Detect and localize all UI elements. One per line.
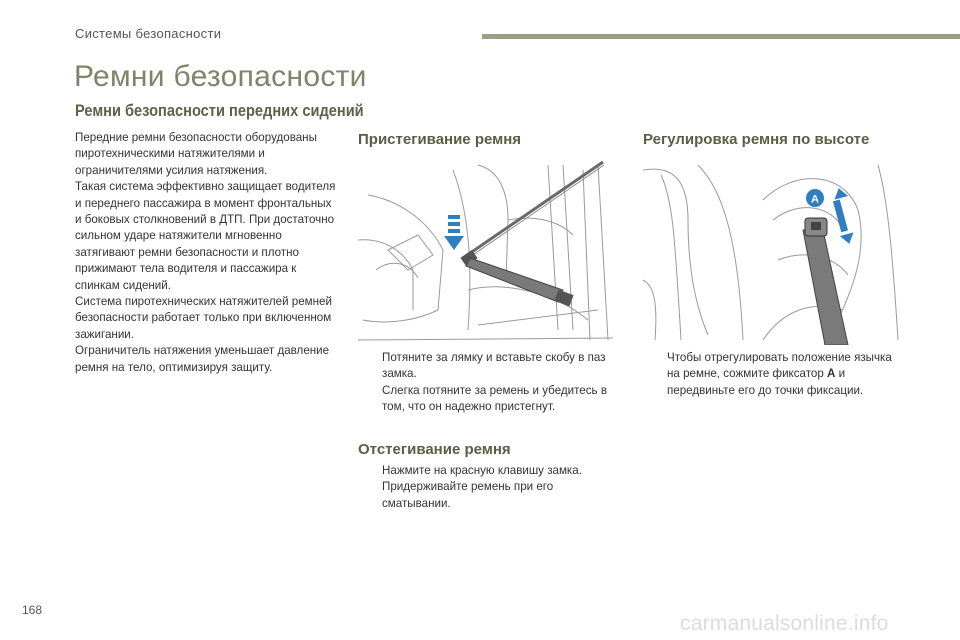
intro-paragraph: Система пиротехнических натяжителей ремней безопасности работает только при включенном зажигании. <box>75 295 332 341</box>
watermark: carmanualsonline.info <box>680 612 889 635</box>
intro-text <box>75 130 340 376</box>
height-adjust-illustration <box>643 160 905 345</box>
unfastening-steps <box>358 463 620 512</box>
step-text: Придерживайте ремень при его сматывании. <box>382 480 554 510</box>
up-down-arrow-icon <box>832 186 856 245</box>
page-number: 168 <box>22 603 43 617</box>
fixator-callout-label: A <box>811 193 819 206</box>
height-adjust-steps <box>643 350 905 399</box>
push-down-arrow-icon <box>444 215 464 250</box>
step-text-before: Чтобы отрегулировать положение язычка на ремне, сожмите фиксатор <box>667 351 892 381</box>
seatbelt-buckle-illustration <box>358 160 618 345</box>
fastening-illustration <box>358 160 618 345</box>
intro-paragraph: Передние ремни безопасности оборудованы пиротехническими натяжителями и ограничителями усилия натяжения. <box>75 131 317 177</box>
intro-paragraph: Ограничитель натяжения уменьшает давление ремня на тело, оптимизируя защиту. <box>75 344 330 374</box>
header-section-title: Системы безопасности <box>75 26 222 41</box>
fastening-step <box>358 383 620 416</box>
step-text: Потяните за лямку и вставьте скобу в паз замка. <box>382 351 606 381</box>
unfastening-step <box>358 463 620 479</box>
unfastening-step <box>358 479 620 512</box>
height-adjust-heading: Регулировка ремня по высоте <box>643 131 870 148</box>
intro-paragraph: Такая система эффективно защищает водителя и переднего пассажира в момент фронтальных и боковых столкновений в ДТП. При достаточно сильном ударе натяжители мгновенно затягивают ремни безопасности и плотно прижимают тела водителя и пассажира к спинкам сидений. <box>75 180 336 292</box>
fixator-marker: A <box>827 367 836 381</box>
step-text: Слегка потяните за ремень и убедитесь в том, что он надежно пристегнут. <box>382 383 607 414</box>
unfastening-heading: Отстегивание ремня <box>358 441 511 458</box>
page-title: Ремни безопасности <box>74 60 367 93</box>
step-text-after: и передвиньте его до точки фиксации. <box>667 367 864 397</box>
fastening-heading: Пристегивание ремня <box>358 131 522 148</box>
fastening-steps <box>358 350 620 416</box>
belt-height-illustration <box>643 160 905 345</box>
step-text: Нажмите на красную клавишу замка. <box>382 464 582 477</box>
height-adjust-step <box>643 350 905 399</box>
header-accent-bar <box>482 34 960 39</box>
front-belts-heading: Ремни безопасности передних сидений <box>75 101 364 120</box>
fastening-step <box>358 350 620 383</box>
